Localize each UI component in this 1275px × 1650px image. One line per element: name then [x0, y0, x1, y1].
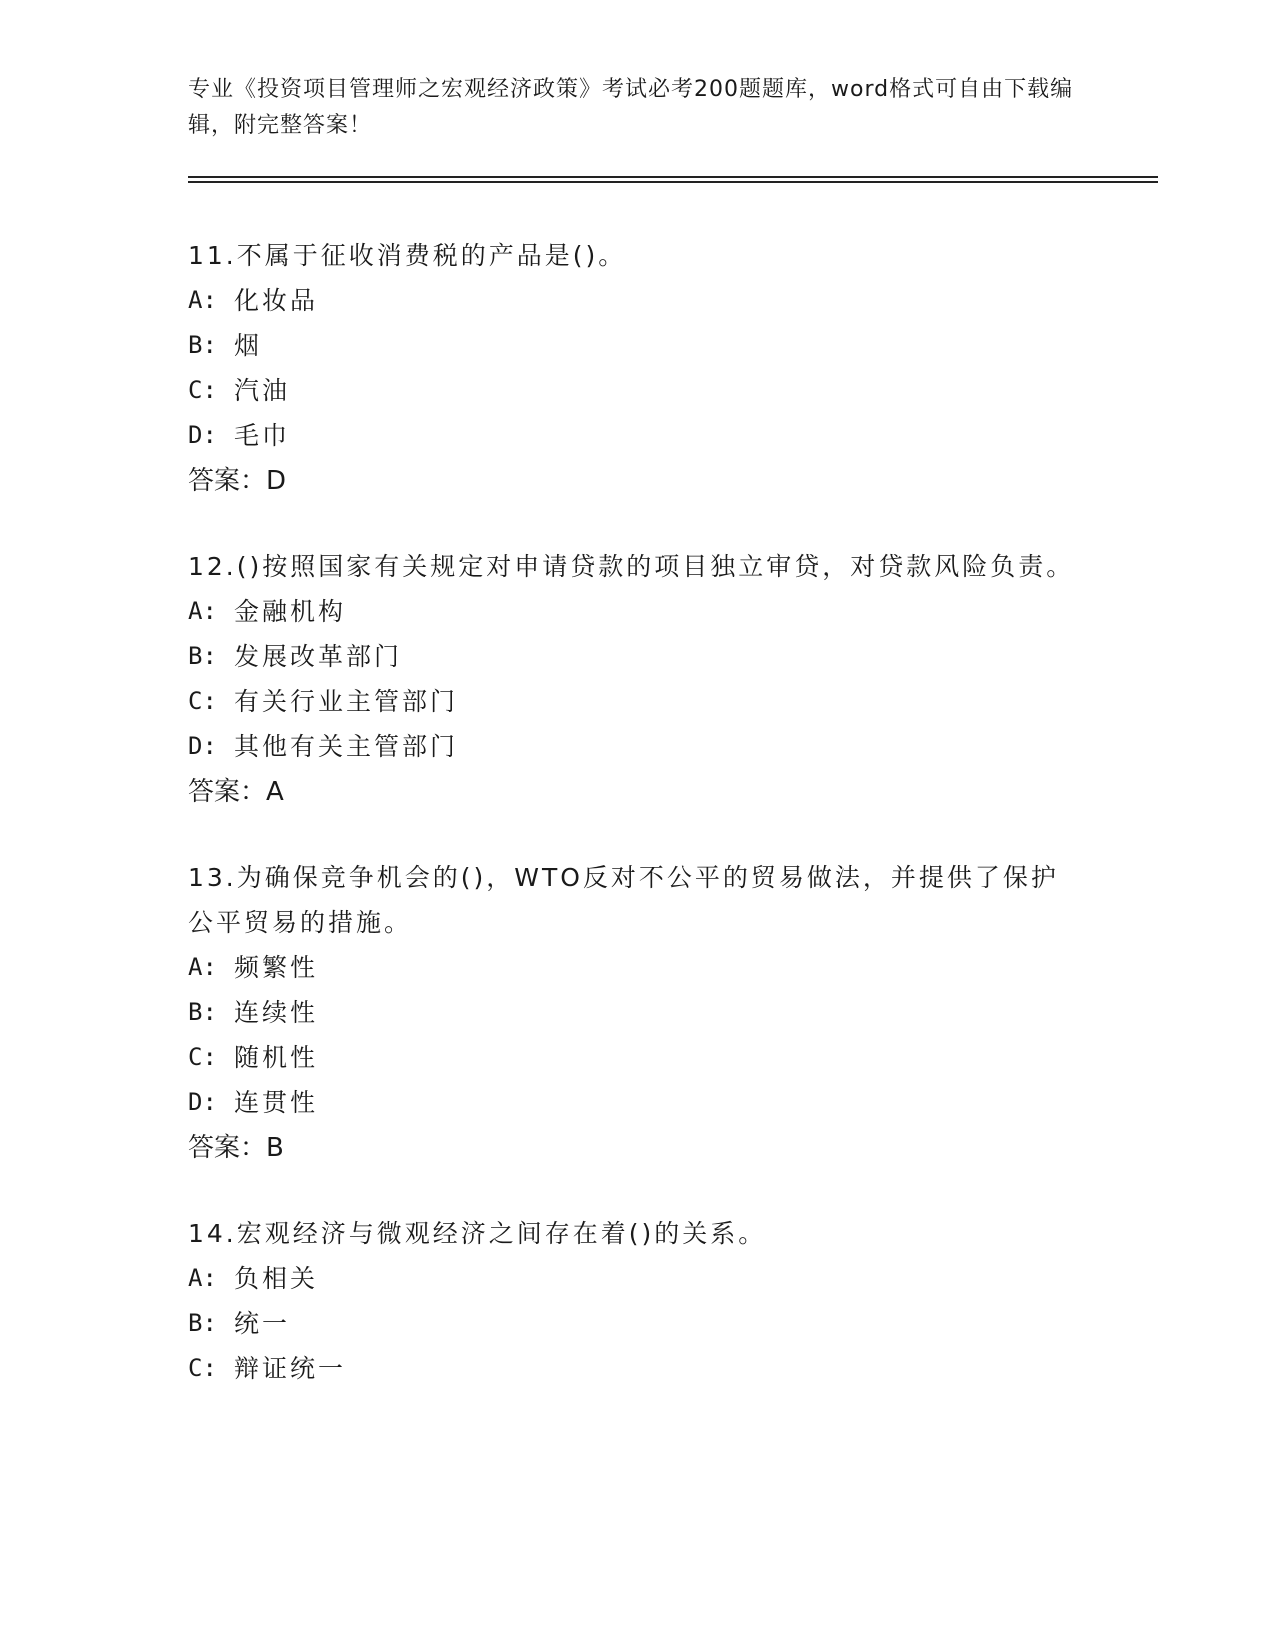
option-text: 负相关	[234, 1264, 319, 1293]
option-key: A:	[188, 953, 217, 981]
divider-line-top	[188, 176, 1158, 178]
option-c	[188, 1346, 1158, 1391]
option-text: 化妆品	[234, 286, 319, 315]
option-a	[188, 1256, 1158, 1301]
option-text: 其他有关主管部门	[234, 732, 459, 761]
question-stem: 12.()按照国家有关规定对申请贷款的项目独立审贷，对贷款风险负责。	[188, 552, 1075, 581]
option-d	[188, 1080, 1158, 1125]
option-a	[188, 589, 1158, 634]
question-stem: 14.宏观经济与微观经济之间存在着()的关系。	[188, 1219, 767, 1248]
question-item	[188, 544, 1158, 815]
option-key: B:	[188, 1309, 217, 1337]
option-text: 有关行业主管部门	[234, 687, 459, 716]
option-key: C:	[188, 376, 217, 404]
option-text: 发展改革部门	[234, 642, 403, 671]
option-b	[188, 1301, 1158, 1346]
option-b	[188, 323, 1158, 368]
option-a	[188, 945, 1158, 990]
question-item	[188, 855, 1158, 1171]
answer-line: 答案：D	[188, 466, 287, 496]
option-text: 汽油	[234, 376, 291, 405]
option-c	[188, 368, 1158, 413]
question-stem: 11.不属于征收消费税的产品是()。	[188, 241, 627, 270]
option-d	[188, 724, 1158, 769]
question-stem: 13.为确保竞争机会的()，WTO反对不公平的贸易做法，并提供了保护公平贸易的措施。	[188, 863, 1059, 937]
question-item	[188, 1211, 1158, 1391]
option-text: 毛巾	[234, 421, 291, 450]
option-key: A:	[188, 286, 217, 314]
option-text: 金融机构	[234, 597, 347, 626]
option-text: 连贯性	[234, 1088, 319, 1117]
option-key: D:	[188, 1088, 217, 1116]
option-key: D:	[188, 732, 217, 760]
question-item	[188, 233, 1158, 504]
option-b	[188, 634, 1158, 679]
option-key: B:	[188, 331, 217, 359]
option-key: B:	[188, 642, 217, 670]
option-text: 烟	[234, 331, 263, 360]
option-a	[188, 278, 1158, 323]
document-intro: 专业《投资项目管理师之宏观经济政策》考试必考200题题库，word格式可自由下载编辑，附完整答案！	[188, 77, 1074, 138]
option-c	[188, 1035, 1158, 1080]
option-key: A:	[188, 1264, 217, 1292]
option-text: 辩证统一	[234, 1354, 347, 1383]
option-b	[188, 990, 1158, 1035]
option-text: 随机性	[234, 1043, 319, 1072]
option-key: A:	[188, 597, 217, 625]
option-key: D:	[188, 421, 217, 449]
option-key: B:	[188, 998, 217, 1026]
document-page	[188, 72, 1158, 1431]
answer-line: 答案：A	[188, 777, 284, 807]
answer-line: 答案：B	[188, 1133, 284, 1163]
option-d	[188, 413, 1158, 458]
option-c	[188, 679, 1158, 724]
option-key: C:	[188, 1354, 217, 1382]
header-divider	[188, 176, 1158, 183]
option-text: 统一	[234, 1309, 291, 1338]
option-key: C:	[188, 1043, 217, 1071]
question-list	[188, 233, 1158, 1391]
option-text: 频繁性	[234, 953, 319, 982]
option-key: C:	[188, 687, 217, 715]
divider-line-bottom	[188, 181, 1158, 183]
option-text: 连续性	[234, 998, 319, 1027]
